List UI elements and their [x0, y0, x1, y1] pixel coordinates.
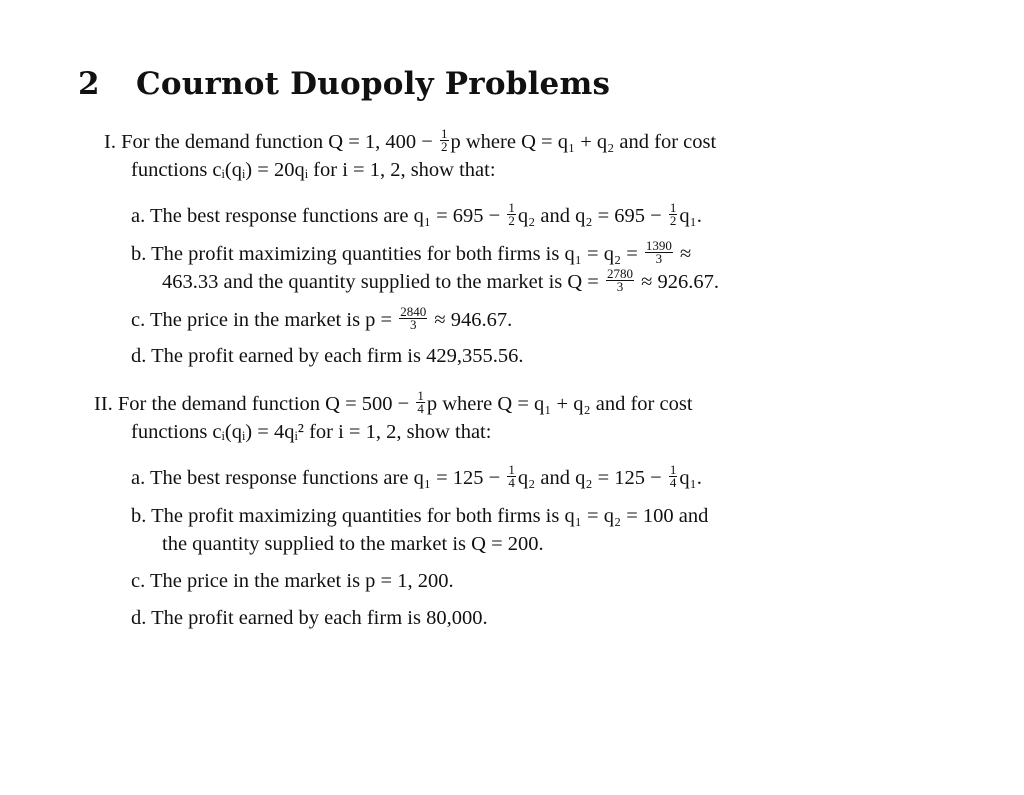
- problem-2-part-b-line-1: b. The profit maximizing quantities for both firms is q₁ = q₂ = 100 and: [131, 505, 709, 527]
- problem-1-part-b-line-2: 463.33 and the quantity supplied to the market is Q = $\frac{2780}{3}$ ≈ 926.67.: [162, 265, 720, 294]
- problem-1-part-d: d. The profit earned by each firm is 429,355.56.: [131, 345, 524, 367]
- problem-1-intro-line-2: functions cᵢ(qᵢ) = 20qᵢ for i = 1, 2, show that:: [131, 159, 496, 181]
- problem-2-intro-text-b: p where Q = q₁ + q₂ and for cost: [426, 393, 693, 415]
- problem-2-part-d: d. The profit earned by each firm is 80,000.: [131, 607, 488, 629]
- problem-1-intro-text-a: For the demand function Q = 1, 400 −: [121, 131, 438, 153]
- section-heading: [78, 66, 610, 102]
- problem-1-part-c: c. The price in the market is p = $\frac{2840}{3}$ ≈ 946.67.: [131, 303, 513, 332]
- fraction: $\frac{1}{4}$: [508, 461, 515, 490]
- fraction: $\frac{1}{2}$: [441, 125, 448, 154]
- problem-1-part-a: a. The best response functions are q₁ = 695 − $\frac{1}{2}$ q₂ and q₂ = 695 − $\frac{1}{2}$ q₁.: [131, 199, 702, 228]
- problem-2-intro-line-1: [94, 387, 693, 418]
- section-number: 2: [78, 66, 100, 102]
- problem-1-intro-text-b: p where Q = q₁ + q₂ and for cost: [450, 131, 717, 153]
- fraction: $\frac{1}{4}$: [669, 461, 677, 490]
- fraction: $\frac{2780}{3}$: [607, 265, 633, 294]
- problem-2-part-c: c. The price in the market is p = 1, 200.: [131, 570, 454, 592]
- fraction: $\frac{1}{4}$: [417, 387, 424, 416]
- section-title: Cournot Duopoly Problems: [136, 66, 611, 102]
- problem-1-part-b-line-1: b. The profit maximizing quantities for both firms is q₁ = q₂ = $\frac{1390}{3}$ ≈: [131, 237, 692, 266]
- fraction: $\frac{1}{2}$: [508, 199, 515, 228]
- problem-2-label: II.: [94, 393, 113, 415]
- problem-2-intro-line-2: functions cᵢ(qᵢ) = 4qᵢ² for i = 1, 2, show that:: [131, 421, 492, 443]
- fraction: $\frac{1}{2}$: [669, 199, 677, 228]
- problem-1-label: I.: [104, 131, 116, 153]
- fraction: $\frac{1390}{3}$: [645, 237, 672, 266]
- problem-2-part-a: a. The best response functions are q₁ = 125 − $\frac{1}{4}$ q₂ and q₂ = 125 − $\frac{1}{4}$ q₁.: [131, 461, 702, 490]
- problem-2-part-b-line-2: the quantity supplied to the market is Q = 200.: [162, 533, 544, 555]
- problem-1-intro-line-1: [104, 125, 717, 156]
- problem-2-intro-text-a: For the demand function Q = 500 −: [117, 393, 415, 415]
- fraction: $\frac{2840}{3}$: [400, 303, 427, 332]
